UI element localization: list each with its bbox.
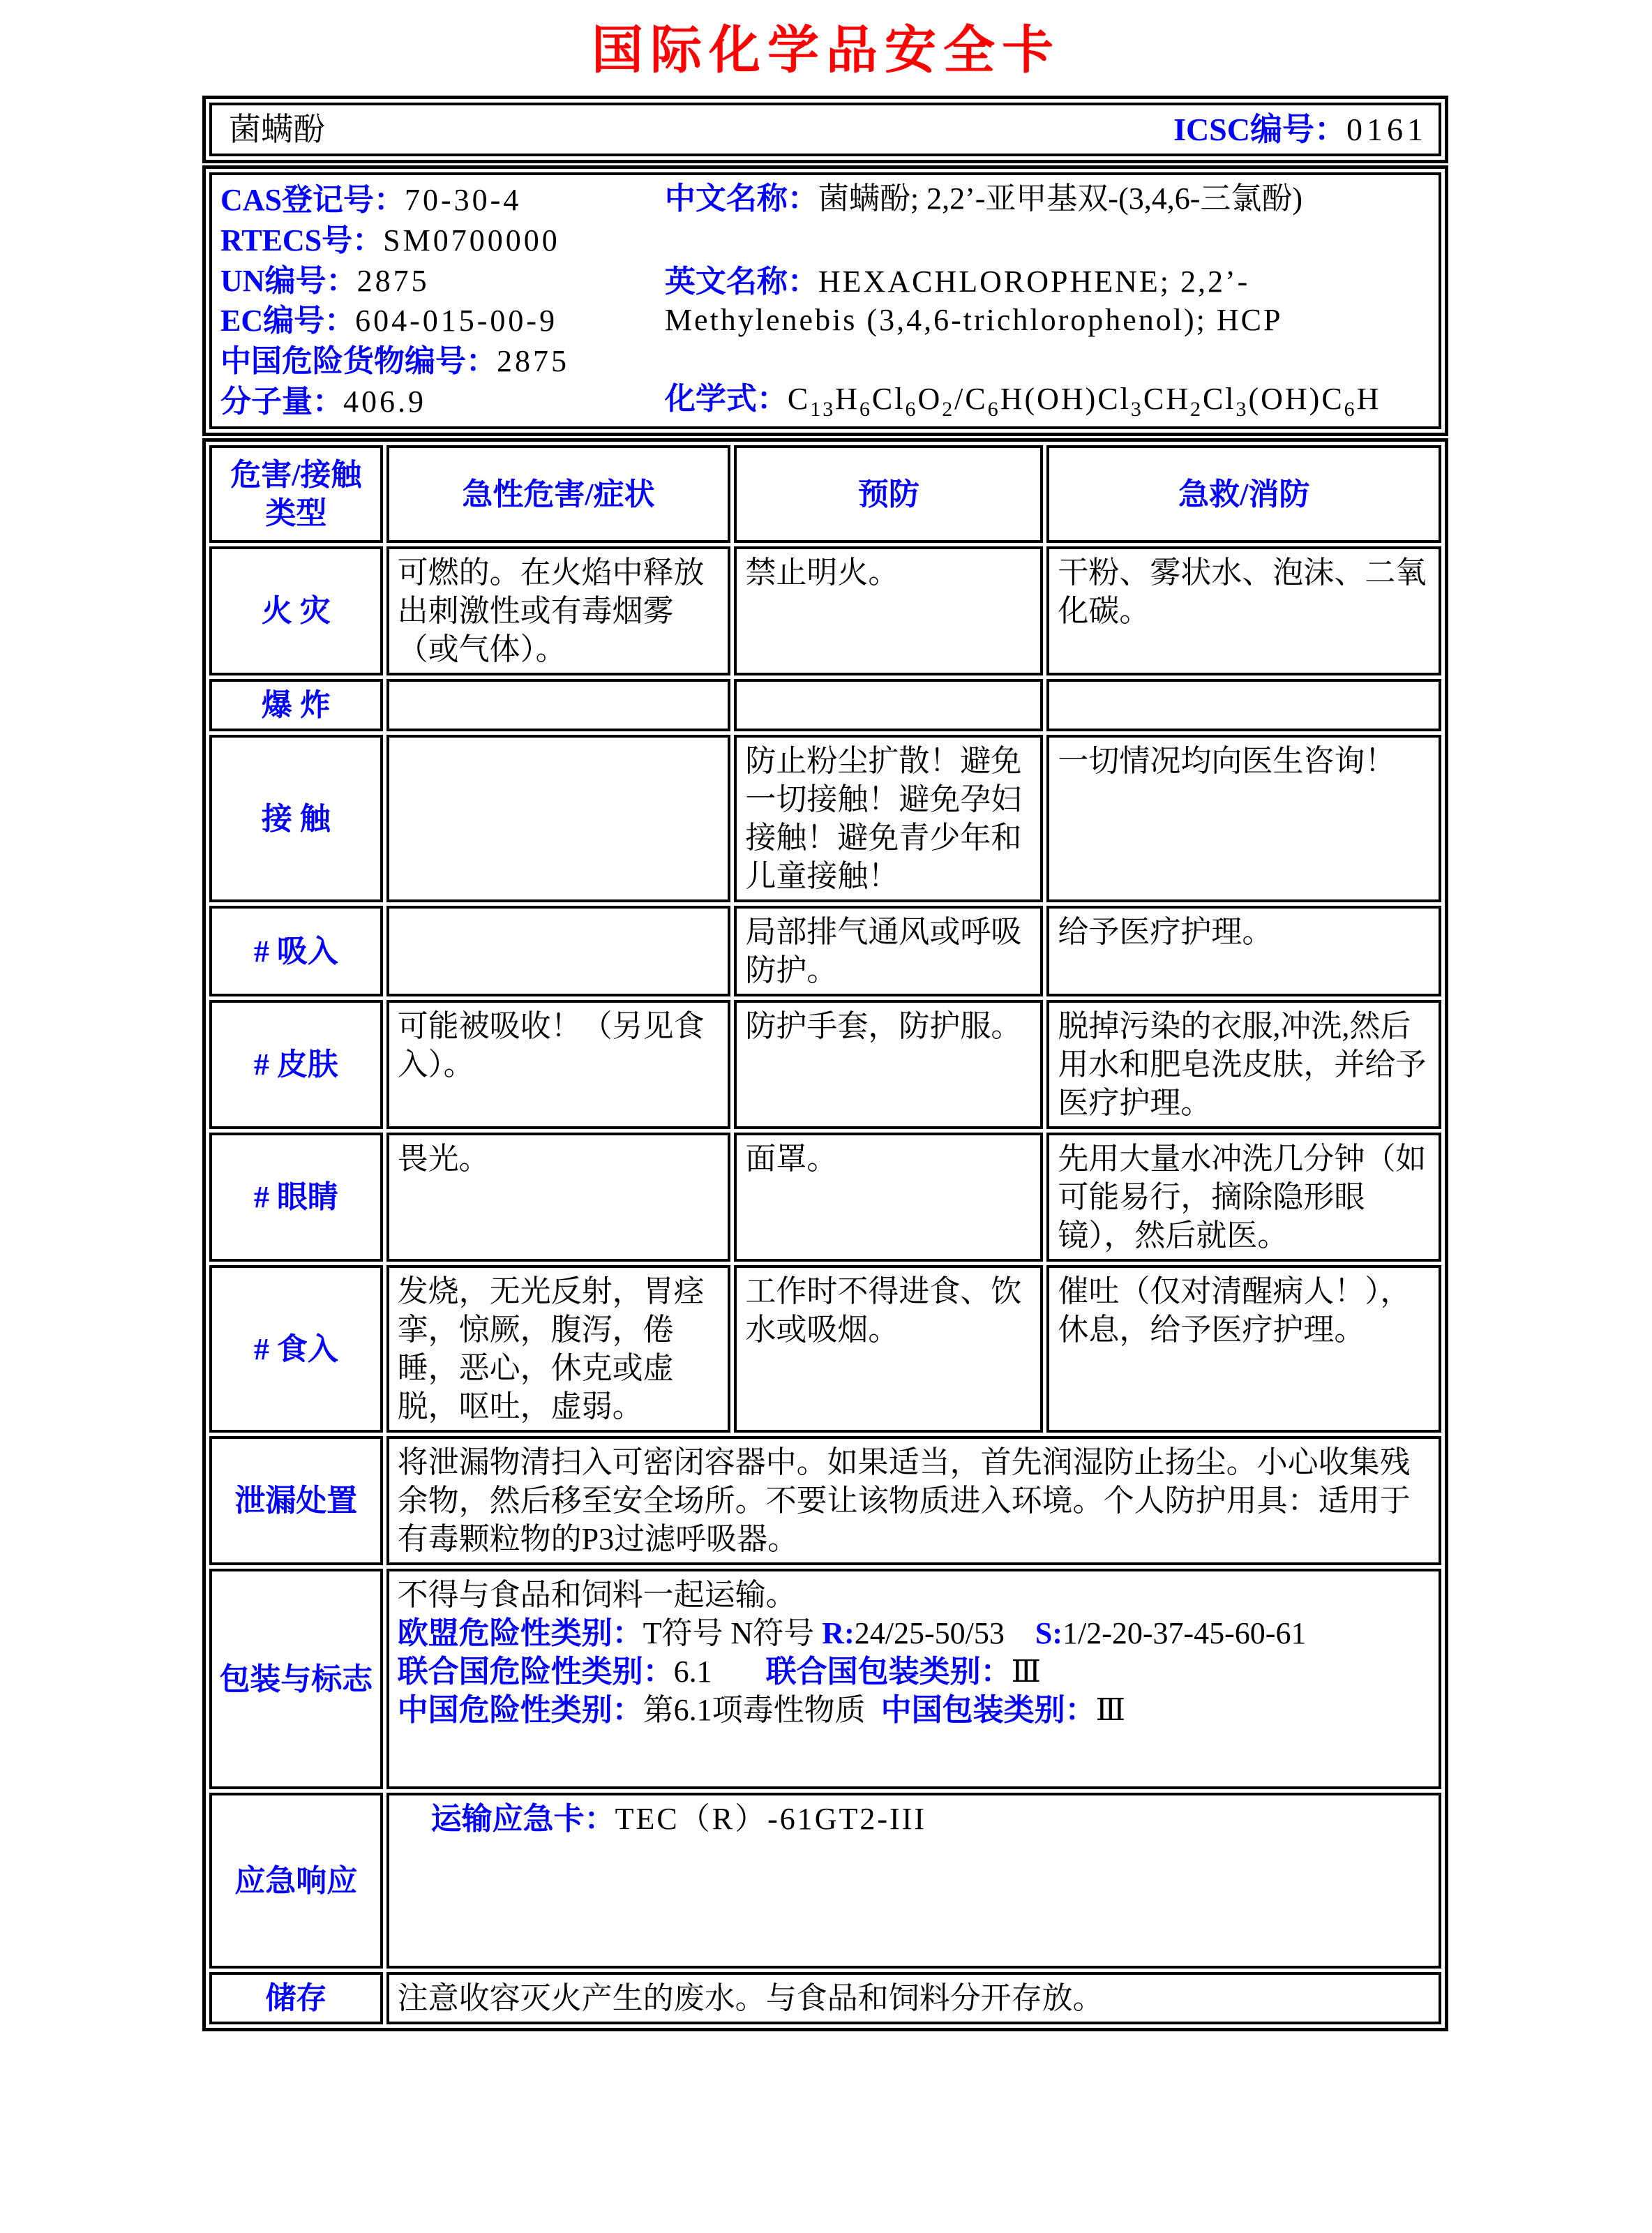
formula-text: H <box>835 382 859 416</box>
transport-card-line <box>398 1800 1430 1838</box>
packaging-label: 包装与标志 <box>209 1569 383 1789</box>
formula-subscript: 2 <box>1189 397 1203 421</box>
formula-text: CH <box>1143 382 1190 416</box>
header-bar-table <box>202 96 1448 164</box>
contact-first-aid-cell: 一切情况均向医生咨询！ <box>1046 735 1441 902</box>
spill-row <box>209 1436 1441 1565</box>
inhalation-label: # 吸入 <box>209 906 383 996</box>
identifier-value: 406.9 <box>343 384 426 419</box>
identifier-value: 604-015-00-9 <box>355 304 558 338</box>
text-segment: 联合国包装类别： <box>765 1655 1012 1689</box>
formula-subscript: 6 <box>905 397 918 421</box>
formula-subscript: 6 <box>987 397 1000 421</box>
hazard-header-row <box>209 445 1441 543</box>
spill-text: 将泄漏物清扫入可密闭容器中。如果适当，首先润湿防止扬尘。小心收集残余物，然后移至安全场所。不要让该物质进入环境。个人防护用具：适用于有毒颗粒物的P3过滤呼吸器。 <box>386 1436 1441 1565</box>
transport-card-value: TEC（R）-61GT2-III <box>615 1802 927 1837</box>
english-name-label: 英文名称： <box>664 264 818 299</box>
hazard-table <box>202 438 1448 2031</box>
identifier-label: 分子量： <box>220 384 343 419</box>
formula-text: H(OH)Cl <box>1000 382 1131 416</box>
skin-first-aid-cell: 脱掉污染的衣服,冲洗,然后用水和肥皂洗皮肤，并给予医疗护理。 <box>1046 1000 1441 1129</box>
emergency-response-row <box>209 1793 1441 1969</box>
emergency-content <box>386 1793 1441 1969</box>
eyes-symptoms-cell: 畏光。 <box>386 1133 731 1262</box>
identifier-row-un <box>220 262 662 300</box>
text-segment: 中国包装类别： <box>880 1693 1096 1728</box>
page-title: 国际化学品安全卡 <box>592 20 1060 80</box>
skin-prevention-cell: 防护手套，防护服。 <box>734 1000 1043 1129</box>
packaging-content <box>386 1569 1441 1789</box>
text-segment: S: <box>1035 1616 1062 1651</box>
text-segment: Ⅲ <box>1095 1693 1126 1728</box>
hazard-row-inhalation <box>209 906 1441 996</box>
identifier-row-rtecs <box>220 221 662 260</box>
icsc-number: 0161 <box>1346 111 1427 147</box>
identifier-label: EC编号： <box>220 304 356 338</box>
icsc-label: ICSC编号： <box>1173 111 1346 147</box>
english-name-block <box>665 262 1430 339</box>
hazard-row-explosion <box>209 679 1441 731</box>
header-cell-symptoms: 急性危害/症状 <box>386 445 731 543</box>
ingestion-symptoms-cell: 发烧，无光反射，胃痉挛，惊厥，腹泻，倦睡，恶心，休克或虚脱，呕吐，虚弱。 <box>386 1265 731 1433</box>
identifier-label: RTECS号： <box>220 223 384 257</box>
header-cell-hazard-type: 危害/接触类型 <box>209 445 383 543</box>
text-segment: 联合国危险性类别： <box>397 1655 674 1689</box>
identifier-label: UN编号： <box>220 263 357 298</box>
substance-name: 菌螨酚 <box>229 111 325 147</box>
text-segment: T符号 N符号 <box>643 1616 823 1651</box>
packaging-line-china-class <box>398 1691 1430 1729</box>
formula-text: (OH)C <box>1248 382 1344 416</box>
identifier-value: SM0700000 <box>383 223 560 257</box>
storage-row <box>209 1972 1441 2024</box>
inhalation-symptoms-cell <box>386 906 731 996</box>
header-cell-prevention: 预防 <box>734 445 1043 543</box>
formula-subscript: 3 <box>1236 397 1249 421</box>
formula-label: 化学式： <box>664 382 788 416</box>
contact-symptoms-cell <box>386 735 731 902</box>
text-segment: 欧盟危险性类别： <box>397 1616 643 1651</box>
explosion-first-aid-cell <box>1046 679 1441 731</box>
explosion-label: 爆 炸 <box>209 679 383 731</box>
ingestion-prevention-cell: 工作时不得进食、饮水或吸烟。 <box>734 1265 1043 1433</box>
chinese-name-value: 菌螨酚; 2,2’-亚甲基双-(3,4,6-三氯酚) <box>818 181 1303 216</box>
header-bar-cell <box>209 103 1441 157</box>
hazard-row-skin <box>209 1000 1441 1129</box>
formula-text: C <box>787 382 811 416</box>
identification-table <box>202 165 1448 436</box>
transport-card-label: 运输应急卡： <box>430 1802 615 1837</box>
chemical-formula <box>787 382 1381 421</box>
storage-text: 注意收容灭火产生的废水。与食品和饲料分开存放。 <box>386 1972 1441 2024</box>
identifier-label: CAS登记号： <box>220 183 405 217</box>
contact-prevention-cell: 防止粉尘扩散！避免一切接触！避免孕妇接触！避免青少年和儿童接触！ <box>734 735 1043 902</box>
icsc-number-group <box>1173 110 1430 150</box>
chinese-name-label: 中文名称： <box>664 181 818 216</box>
text-segment: 第6.1项毒性物质 <box>643 1693 881 1728</box>
formula-subscript: 3 <box>1130 397 1143 421</box>
formula-text: Cl <box>871 382 906 416</box>
formula-block <box>665 380 1430 422</box>
formula-text: O <box>917 382 943 416</box>
eyes-prevention-cell: 面罩。 <box>734 1133 1043 1262</box>
formula-subscript: 6 <box>859 397 872 421</box>
header-cell-first-aid: 急救/消防 <box>1046 445 1441 543</box>
identifier-row-cas <box>220 181 662 219</box>
formula-text: /C <box>954 382 988 416</box>
identifiers-section <box>220 179 662 422</box>
identifier-value: 2875 <box>356 263 430 298</box>
eyes-first-aid-cell: 先用大量水冲洗几分钟（如可能易行，摘除隐形眼镜），然后就医。 <box>1046 1133 1441 1262</box>
icsc-card <box>202 96 1448 2032</box>
fire-first-aid-cell: 干粉、雾状水、泡沫、二氧化碳。 <box>1046 546 1441 675</box>
identifier-row-molweight <box>220 382 662 421</box>
identifier-row-china-dg <box>220 342 662 380</box>
emergency-label: 应急响应 <box>209 1793 383 1969</box>
hazard-row-ingestion <box>209 1265 1441 1433</box>
text-segment: 1/2-20-37-45-60-61 <box>1062 1616 1307 1651</box>
formula-text: Cl <box>1202 382 1236 416</box>
storage-label: 储存 <box>209 1972 383 2024</box>
identifier-value: 70-30-4 <box>405 183 522 217</box>
explosion-prevention-cell <box>734 679 1043 731</box>
hazard-row-fire <box>209 546 1441 675</box>
fire-prevention-cell: 禁止明火。 <box>734 546 1043 675</box>
text-segment: R: <box>822 1616 855 1651</box>
chinese-name-block <box>665 179 1430 218</box>
explosion-symptoms-cell <box>386 679 731 731</box>
hazard-row-contact <box>209 735 1441 902</box>
text-segment: 6.1 <box>673 1655 766 1689</box>
text-segment: 中国危险性类别： <box>397 1693 643 1728</box>
formula-subscript: 2 <box>942 397 955 421</box>
ingestion-first-aid-cell: 催吐（仅对清醒病人！），休息，给予医疗护理。 <box>1046 1265 1441 1433</box>
packaging-row <box>209 1569 1441 1789</box>
inhalation-prevention-cell: 局部排气通风或呼吸防护。 <box>734 906 1043 996</box>
skin-symptoms-cell: 可能被吸收！（另见食入）。 <box>386 1000 731 1129</box>
identifier-row-ec <box>220 301 662 340</box>
identifier-label: 中国危险货物编号： <box>220 344 497 379</box>
packaging-line-un-class <box>398 1652 1430 1691</box>
fire-label: 火 灾 <box>209 546 383 675</box>
text-segment: Ⅲ <box>1011 1655 1042 1689</box>
formula-subscript: 6 <box>1344 397 1357 421</box>
inhalation-first-aid-cell: 给予医疗护理。 <box>1046 906 1441 996</box>
skin-label: # 皮肤 <box>209 1000 383 1129</box>
formula-subscript: 13 <box>810 397 836 421</box>
names-section <box>662 179 1430 422</box>
identification-cell <box>209 172 1441 429</box>
spill-label: 泄漏处置 <box>209 1436 383 1565</box>
text-segment: 24/25-50/53 <box>854 1616 1035 1651</box>
ingestion-label: # 食入 <box>209 1265 383 1433</box>
fire-symptoms-cell: 可燃的。在火焰中释放出刺激性或有毒烟雾（或气体）。 <box>386 546 731 675</box>
identifier-value: 2875 <box>497 344 569 379</box>
contact-label: 接 触 <box>209 735 383 902</box>
packaging-line-eu-class <box>398 1614 1430 1652</box>
hazard-row-eyes <box>209 1133 1441 1262</box>
formula-text: H <box>1356 382 1381 416</box>
packaging-line-transport: 不得与食品和饲料一起运输。 <box>397 1578 797 1613</box>
eyes-label: # 眼睛 <box>209 1133 383 1262</box>
english-name-value: HEXACHLOROPHENE; 2,2’-Methylenebis (3,4,6-trichlorophenol); HCP <box>664 264 1283 337</box>
